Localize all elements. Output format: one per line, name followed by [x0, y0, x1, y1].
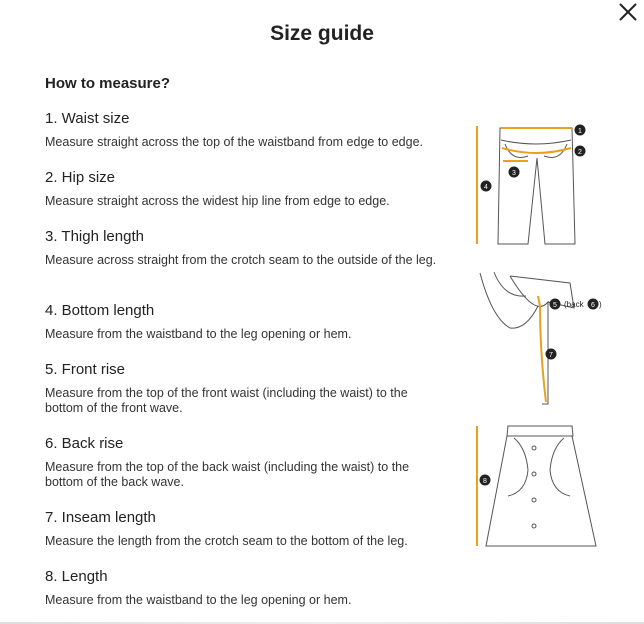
marker-5 — [550, 299, 561, 310]
hip-measure-line — [502, 148, 571, 153]
close-icon[interactable] — [616, 0, 640, 24]
measure-item-inseam — [45, 509, 445, 549]
pants-front-illustration — [498, 128, 575, 244]
item-title: 5. Front rise — [45, 361, 126, 378]
measure-item-length — [45, 568, 445, 608]
item-title: 3. Thigh length — [45, 228, 144, 245]
measure-item-bottom — [45, 302, 445, 342]
item-desc: Measure straight across the widest hip line from edge to edge. — [45, 194, 390, 208]
svg-text:1: 1 — [578, 128, 582, 135]
item-title: 2. Hip size — [45, 169, 116, 186]
item-title: 7. Inseam length — [45, 509, 156, 526]
svg-text:8: 8 — [483, 478, 487, 485]
item-title: 1. Waist size — [45, 110, 130, 127]
marker-6 — [588, 299, 599, 310]
svg-text:3: 3 — [512, 170, 516, 177]
measurement-diagram — [470, 118, 630, 558]
marker-8 — [480, 475, 491, 486]
item-desc: Measure from the waistband to the leg opening or hem. — [45, 593, 352, 607]
item-desc: Measure from the waistband to the leg opening or hem. — [45, 327, 352, 341]
back-label-suffix: ) — [599, 300, 602, 309]
svg-text:2: 2 — [578, 149, 582, 156]
marker-4 — [481, 181, 492, 192]
svg-text:5: 5 — [553, 302, 557, 309]
modal-title: Size guide — [270, 22, 374, 45]
marker-7 — [546, 349, 557, 360]
item-desc: Measure across straight from the crotch seam to the outside of the leg. — [45, 253, 437, 267]
svg-text:7: 7 — [549, 352, 553, 359]
item-desc: Measure from the top of the front waist (including the waist) to the bottom of the front wave. — [45, 386, 408, 415]
how-to-measure-heading: How to measure? — [45, 75, 171, 92]
item-title: 4. Bottom length — [45, 302, 155, 319]
marker-2 — [575, 146, 586, 157]
measure-item-waist — [45, 110, 445, 150]
rise-measure-line — [538, 296, 546, 402]
measure-item-front-rise — [45, 361, 445, 416]
svg-text:6: 6 — [591, 302, 595, 309]
item-desc: Measure from the top of the back waist (including the waist) to the bottom of the back wave. — [45, 460, 410, 489]
pants-side-illustration — [480, 272, 574, 404]
item-title: 8. Length — [45, 568, 108, 585]
measure-item-back-rise — [45, 435, 445, 490]
item-desc: Measure the length from the crotch seam to the bottom of the leg. — [45, 534, 408, 548]
item-title: 6. Back rise — [45, 435, 124, 452]
measure-item-thigh — [45, 228, 445, 268]
measure-item-hip — [45, 169, 445, 209]
marker-1 — [575, 125, 586, 136]
back-label-prefix: (back — [564, 300, 584, 309]
marker-3 — [509, 167, 520, 178]
skirt-illustration — [486, 426, 596, 546]
item-desc: Measure straight across the top of the waistband from edge to edge. — [45, 135, 423, 149]
svg-text:4: 4 — [484, 184, 488, 191]
